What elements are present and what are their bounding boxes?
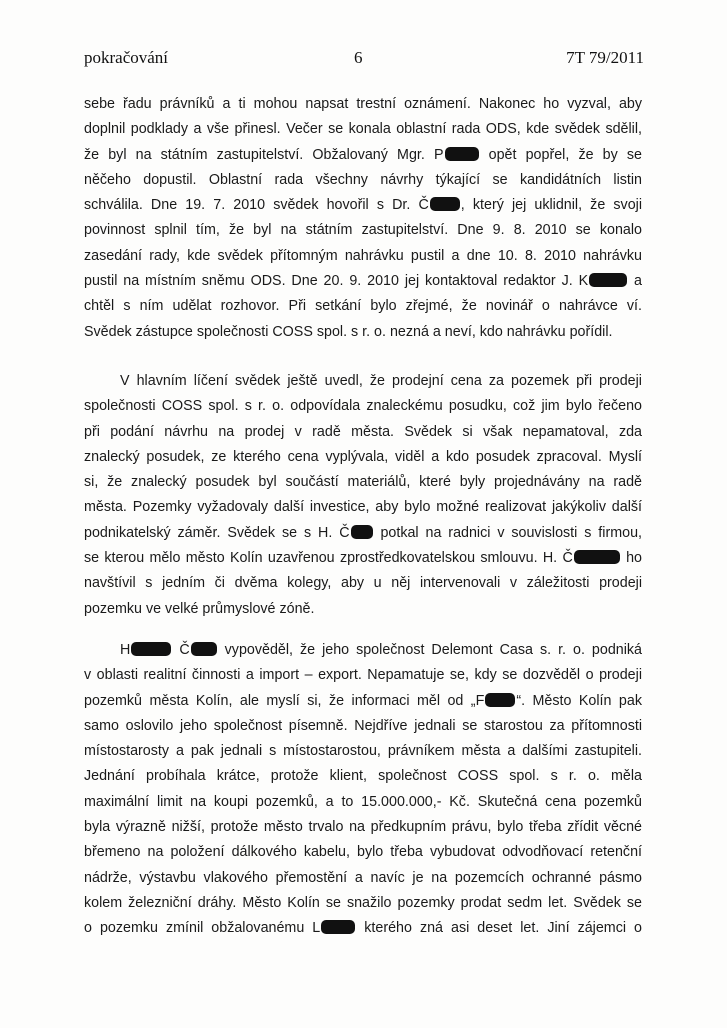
text-line: při podání návrhu na prodej v radě města. Svědek si však nepamatoval, zda — [84, 423, 642, 440]
text-line: pozemků města Kolín, ale myslí si, že informaci měl od „F “. Město Kolín pak — [84, 692, 642, 709]
text-line: schválila. Dne 19. 7. 2010 svědek hovořil s Dr. Č , který jej uklidnil, že svoji — [84, 197, 642, 214]
text-line: v oblasti realitní činnosti a import – export. Nepamatuje se, kdy se dozvěděl o prodeji — [84, 667, 642, 684]
text-line: podnikatelský záměr. Svědek se s H. Č potkal na radnici v souvislosti s firmou, — [84, 524, 642, 541]
text-line: Svědek zástupce společnosti COSS spol. s r. o. nezná a neví, kdo nahrávku pořídil. — [84, 323, 613, 340]
text-line: pozemku ve velké průmyslové zóně. — [84, 600, 315, 617]
text-line: maximální limit na koupi pozemků, a to 15.000.000,- Kč. Skutečná cena pozemků — [84, 793, 642, 810]
continuation-label: pokračování — [84, 48, 169, 67]
paragraph-3 — [84, 638, 642, 942]
text-line: znalecký posudek, ze kterého cena vyplývala, viděl a kdo posudek zpracoval. Myslí — [84, 448, 642, 465]
text-line: pustil na místním sněmu ODS. Dne 20. 9. 2010 jej kontaktoval redaktor J. K a — [84, 273, 642, 290]
text-line: V hlavním líčení svědek ještě uvedl, že prodejní cena za pozemek při prodeji — [120, 372, 642, 389]
text-line: Jednání probíhala krátce, protože klient, společnost COSS spol. s r. o. měla — [84, 768, 642, 785]
redaction-bar — [589, 273, 627, 287]
text-line: že byl na státním zastupitelství. Obžalovaný Mgr. P opět popřel, že by se — [84, 146, 642, 163]
text-line: sebe řadu právníků a ti mohou napsat trestní oznámení. Nakonec ho vyzval, aby — [84, 96, 642, 112]
text-line: doplnil podklady a vše přinesl. Večer se konala oblastní rada ODS, kde svědek sdělil, — [84, 121, 642, 138]
redaction-bar — [485, 693, 515, 707]
text-line: o pozemku zmínil obžalovanému L kterého zná asi deset let. Jiní zájemci o — [84, 920, 642, 937]
document-body — [84, 92, 642, 942]
text-line: břemeno na položení dálkového kabelu, bylo třeba vybudovat odvodňovací retenční — [84, 844, 642, 861]
paragraph-2 — [84, 369, 642, 622]
text-line: se kterou mělo město Kolín uzavřenou zprostředkovatelskou smlouvu. H. Č ho — [84, 550, 642, 567]
redaction-bar — [445, 147, 479, 161]
text-line: byla výrazně nižší, protože město trvalo na předkupním právu, bylo třeba zřídit věcné — [84, 819, 642, 836]
page-header — [84, 48, 644, 72]
redaction-bar — [351, 525, 373, 539]
text-line: samo oslovilo jeho společnost písemně. Nejdříve jednali se starostou za přítomnosti — [84, 717, 642, 734]
redaction-bar — [574, 550, 620, 564]
text-line: města. Pozemky vyžadovaly další investice, aby bylo možné realizovat jakýkoliv další — [84, 499, 642, 516]
paragraph-1 — [84, 92, 642, 345]
text-line: H Č vypověděl, že jeho společnost Delemont Casa s. r. o. podniká — [120, 641, 642, 658]
text-line: místostarosty a pak jednali s místostarostou, právníkem města a dalšími zastupiteli. — [84, 743, 642, 760]
text-line: si, že znalecký posudek byl součástí materiálů, které byly projednávány na radě — [84, 474, 642, 491]
text-line: něčeho dopustil. Oblastní rada všechny návrhy týkající se kandidátních listin — [84, 171, 642, 188]
text-line: nádrže, výstavbu vlakového přemostění a navíc je na pozemcích ochranné pásmo — [84, 869, 642, 886]
text-line: kolem železniční dráhy. Město Kolín se snažilo pozemky prodat sedm let. Svědek se — [84, 894, 642, 911]
case-number: 7T 79/2011 — [566, 48, 644, 67]
redaction-bar — [430, 197, 460, 211]
redaction-bar — [321, 920, 355, 934]
redaction-bar — [191, 642, 217, 656]
text-line: povinnost splnil tím, že byl na státním zastupitelství. Dne 9. 8. 2010 se konalo — [84, 222, 642, 239]
text-line: chtěl s ním udělat rozhovor. Při setkání bylo zřejmé, že novinář o nahrávce ví. — [84, 298, 642, 315]
text-line: navštívil s jedním či dvěma kolegy, aby u něj intervenovali v záležitosti prodeji — [84, 575, 642, 592]
text-line: zasedání rady, kde svědek přítomným nahrávku pustil a dne 10. 8. 2010 nahrávku — [84, 247, 642, 264]
redaction-bar — [131, 642, 171, 656]
text-line: společnosti COSS spol. s r. o. odpovídala znaleckému posudku, což jim bylo řečeno — [84, 398, 642, 415]
page-number: 6 — [354, 48, 363, 67]
